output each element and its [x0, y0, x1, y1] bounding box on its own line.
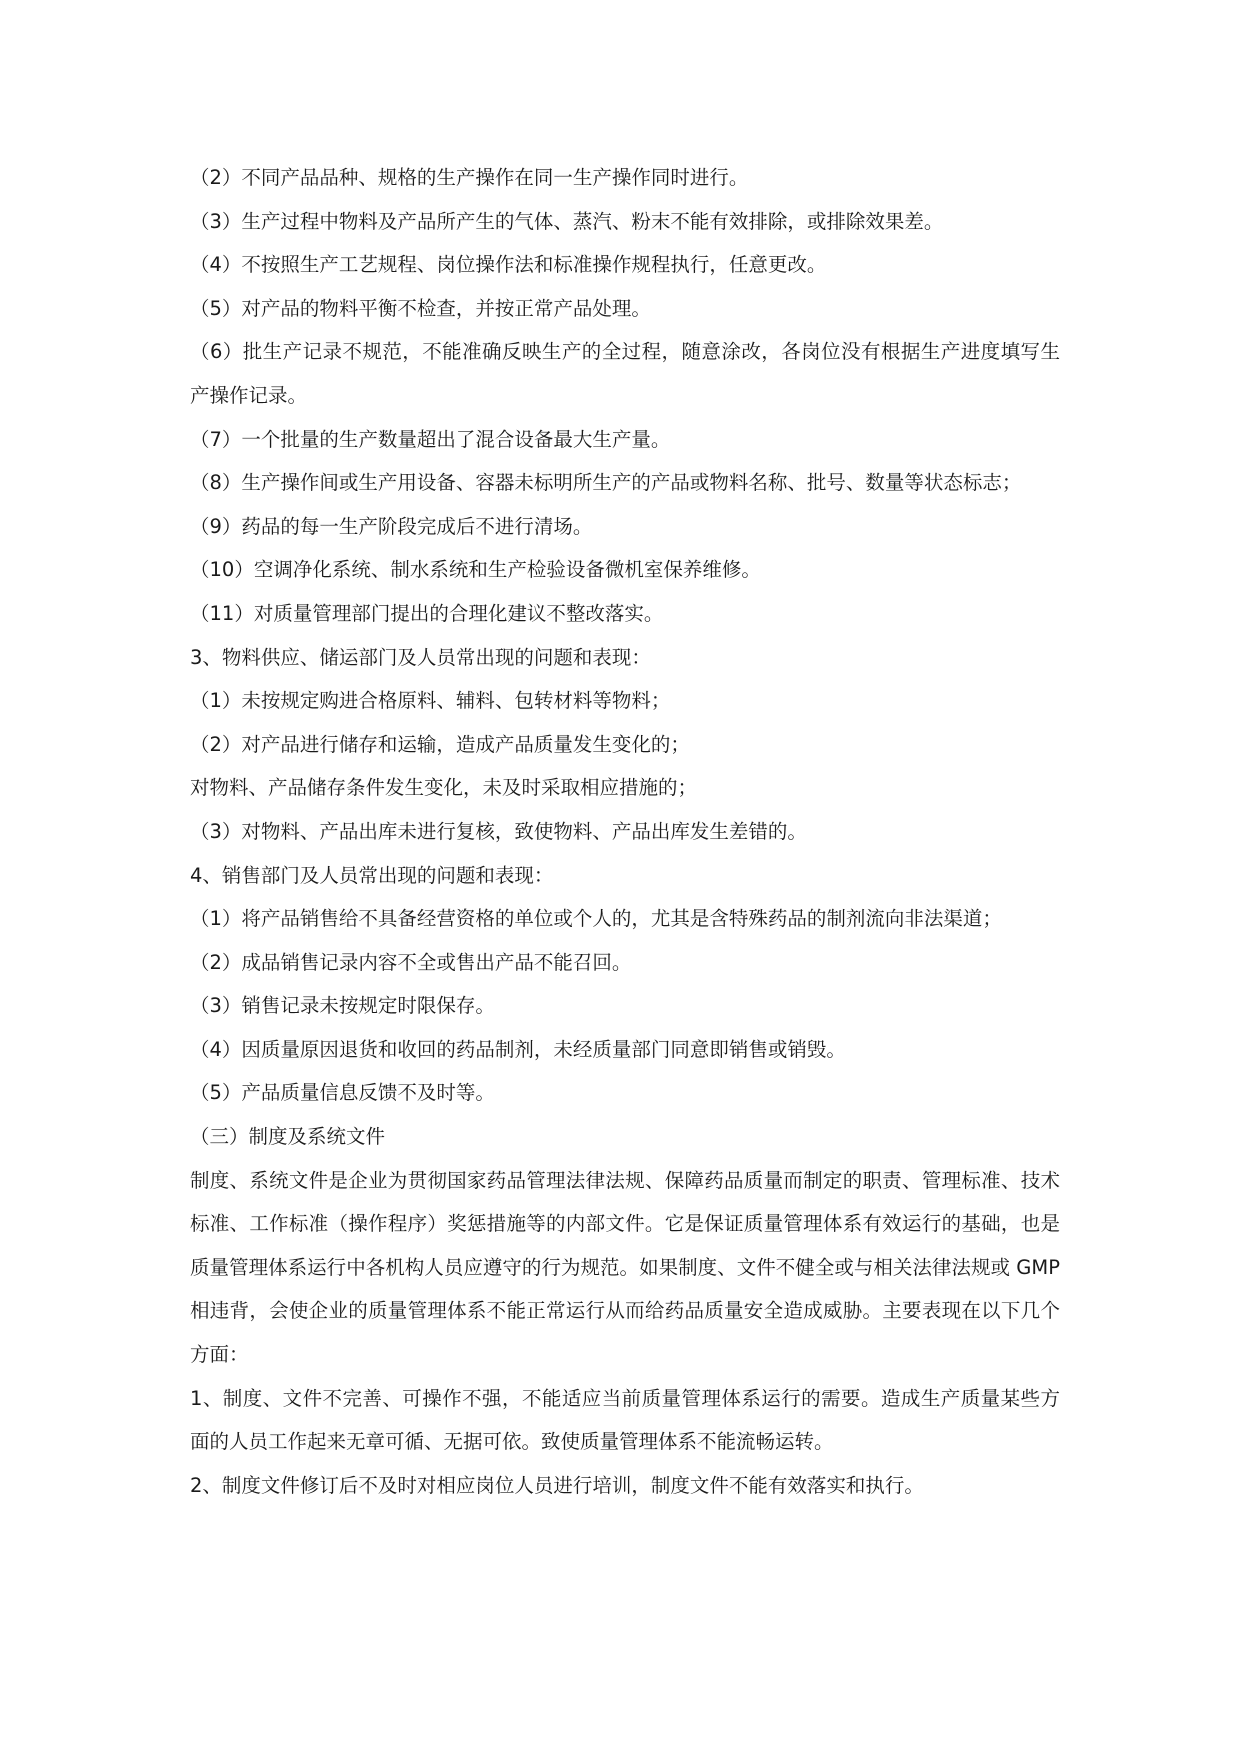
paragraph-23: 制度、系统文件是企业为贯彻国家药品管理法律法规、保障药品质量而制定的职责、管理标准、技术标准、工作标准（操作程序）奖惩措施等的内部文件。它是保证质量管理体系有效运行的基础，也是质量管理体系运行中各机构人员应遵守的行为规范。如果制度、文件不健全或与相关法律法规或 GMP 相违背，会使企业的质量管理体系不能正常运行从而给药品质量安全造成威胁。主要表现在以下几个方面： [190, 1168, 1060, 1367]
paragraph-19: （3）销售记录未按规定时限保存。 [190, 994, 495, 1018]
section-heading-san: （三）制度及系统文件 [190, 1125, 386, 1149]
paragraph-3: （4）不按照生产工艺规程、岗位操作法和标准操作规程执行，任意更改。 [190, 253, 827, 277]
paragraph-5: （6）批生产记录不规范，不能准确反映生产的全过程，随意涂改，各岗位没有根据生产进度填写生产操作记录。 [190, 340, 1060, 407]
paragraph-25: 2、制度文件修订后不及时对相应岗位人员进行培训，制度文件不能有效落实和执行。 [190, 1473, 924, 1497]
paragraph-1: （2）不同产品品种、规格的生产操作在同一生产操作同时进行。 [190, 166, 749, 189]
paragraph-24: 1、制度、文件不完善、可操作不强，不能适应当前质量管理体系运行的需要。造成生产质量某些方面的人员工作起来无章可循、无据可依。致使质量管理体系不能流畅运转。 [190, 1386, 1060, 1454]
document-body [190, 156, 1060, 1507]
paragraph-2: （3）生产过程中物料及产品所产生的气体、蒸汽、粉末不能有效排除，或排除效果差。 [190, 209, 944, 233]
paragraph-14: 对物料、产品储存条件发生变化，未及时采取相应措施的； [190, 776, 698, 800]
paragraph-13: （2）对产品进行储存和运输，造成产品质量发生变化的； [190, 732, 690, 756]
paragraph-10: （11）对质量管理部门提出的合理化建议不整改落实。 [190, 601, 664, 625]
paragraph-12: （1）未按规定购进合格原料、辅料、包转材料等物料； [190, 689, 671, 713]
paragraph-9: （10）空调净化系统、制水系统和生产检验设备微机室保养维修。 [190, 558, 761, 582]
paragraph-20: （4）因质量原因退货和收回的药品制剂，未经质量部门同意即销售或销毁。 [190, 1037, 846, 1061]
paragraph-4: （5）对产品的物料平衡不检查，并按正常产品处理。 [190, 296, 651, 320]
paragraph-17: （1）将产品销售给不具备经营资格的单位或个人的，尤其是含特殊药品的制剂流向非法渠道； [190, 907, 1002, 931]
section-heading-4: 4、销售部门及人员常出现的问题和表现： [190, 863, 554, 887]
paragraph-8: （9）药品的每一生产阶段完成后不进行清场。 [190, 514, 593, 538]
section-heading-3: 3、物料供应、储运部门及人员常出现的问题和表现： [190, 645, 651, 669]
paragraph-18: （2）成品销售记录内容不全或售出产品不能召回。 [190, 950, 632, 974]
paragraph-21: （5）产品质量信息反馈不及时等。 [190, 1081, 495, 1105]
paragraph-6: （7）一个批量的生产数量超出了混合设备最大生产量。 [190, 427, 671, 451]
paragraph-7: （8）生产操作间或生产用设备、容器未标明所生产的产品或物料名称、批号、数量等状态标志； [190, 471, 1022, 495]
paragraph-15: （3）对物料、产品出库未进行复核，致使物料、产品出库发生差错的。 [190, 819, 807, 843]
